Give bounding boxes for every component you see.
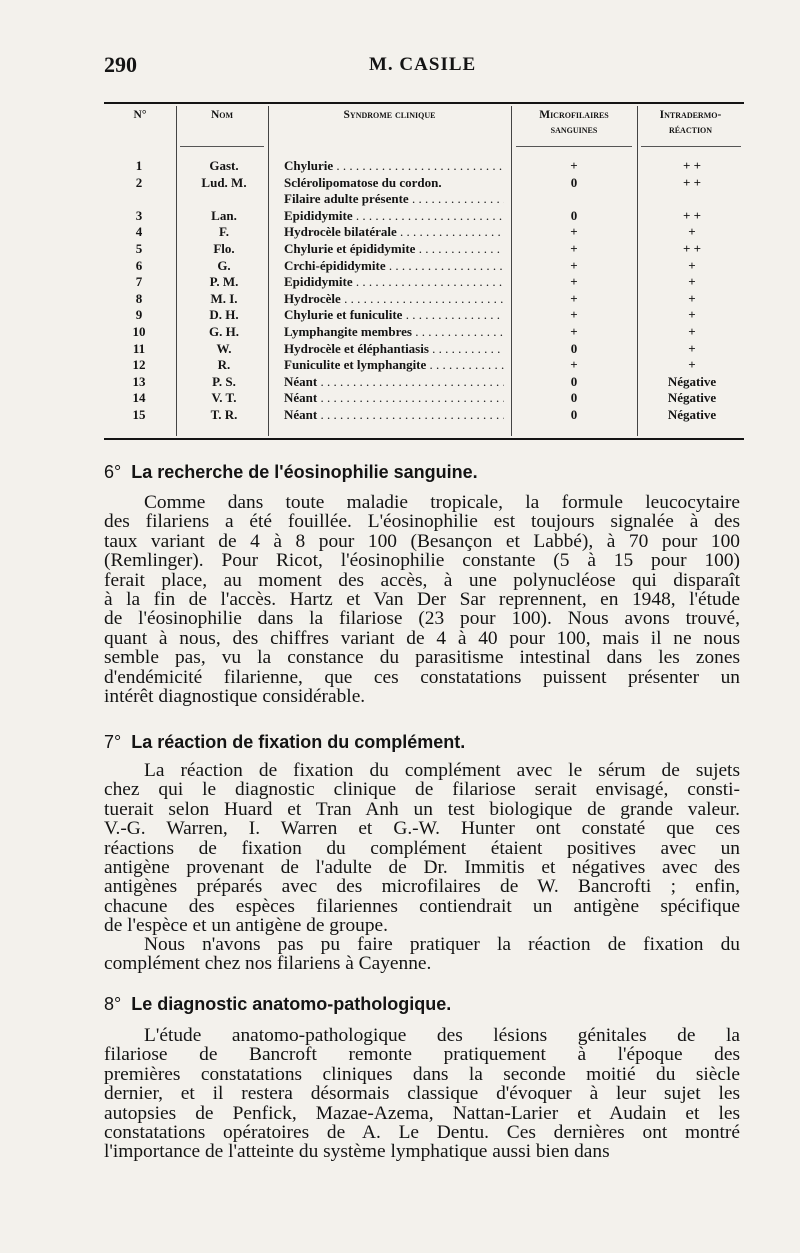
cell-microfilaires: 0 <box>570 340 578 356</box>
text-line: constatations opératoires de A. Le Dentu. Ces dernières ont montré <box>104 1122 740 1143</box>
cell-name: D. H. <box>209 307 239 323</box>
table-row <box>104 357 744 374</box>
cell-number: 7 <box>135 274 143 290</box>
cell-syndrome: Epididymite . . . <box>284 274 504 290</box>
section-title: La recherche de l'éosinophilie sanguine. <box>131 462 478 482</box>
cell-intradermo: + <box>688 224 696 240</box>
cell-name: Gast. <box>209 158 239 173</box>
header-intra-line-2: réaction <box>668 124 713 136</box>
section-number: 7° <box>104 732 122 752</box>
text-line: antigènes préparés avec des microfilaires de W. Bancrofti ; enfin, <box>104 877 740 897</box>
cell-name: Lan. <box>211 207 237 223</box>
cell-syndrome: Sclérolipomatose du cordon. <box>284 174 442 190</box>
cell-microfilaires: 0 <box>570 406 578 422</box>
cell-number: 3 <box>135 207 143 223</box>
paragraph <box>104 493 740 706</box>
text-line: taux variant de 4 à 8 pour 100 (Besançon et Labbé), à 70 pour 100 <box>104 531 740 552</box>
text-line: chacune des espèces filariennes contiendrait un antigène spécifique <box>104 896 740 917</box>
cell-microfilaires: + <box>570 357 578 373</box>
cell-microfilaires: + <box>570 257 578 273</box>
cell-intradermo: Négative <box>667 406 717 422</box>
cell-intradermo: + + <box>682 240 702 256</box>
text-line: La réaction de fixation du complément avec le sérum de sujets <box>144 761 740 781</box>
section-heading <box>104 462 478 483</box>
cell-intradermo: + <box>688 357 696 373</box>
cell-microfilaires: 0 <box>570 390 578 406</box>
cell-intradermo: Négative <box>667 373 717 389</box>
page-number: 290 <box>104 52 137 77</box>
cell-syndrome: Epididymite . . . <box>284 208 504 224</box>
header-intradermo <box>637 108 744 138</box>
cell-microfilaires: + <box>570 240 578 256</box>
cell-number: 9 <box>135 307 143 323</box>
table-row <box>104 258 744 275</box>
cell-name: M. I. <box>210 290 238 306</box>
section-heading <box>104 732 465 753</box>
text-line: chez qui le diagnostic clinique de filariose serait envisagé, consti- <box>104 780 740 800</box>
header-nom: Nom <box>210 109 234 121</box>
section-title: Le diagnostic anatomo-pathologique. <box>131 994 452 1014</box>
section-number: 8° <box>104 994 122 1014</box>
cell-number: 13 <box>132 373 146 389</box>
cell-name: Lud. M. <box>201 174 247 190</box>
cell-microfilaires: + <box>570 307 578 323</box>
cell-syndrome: Filaire adulte présente . . . <box>284 191 504 207</box>
cell-syndrome: Crchi-épididymite . . . <box>284 258 504 274</box>
table-row <box>104 241 744 258</box>
text-line: de l'espèce et un antigène de groupe. <box>104 916 388 936</box>
cell-microfilaires: + <box>570 224 578 240</box>
cell-syndrome: Chylurie . . . <box>284 158 504 174</box>
cell-intradermo: + <box>688 257 696 273</box>
text-line: de l'éosinophilie dans la filariose (23 pour 100). Nous avons trouvé, <box>104 609 740 629</box>
table-row <box>104 274 744 291</box>
table-row <box>104 341 744 358</box>
text-line: dernier, et il restera désormais classique d'évoquer à leur sujet les <box>104 1084 740 1104</box>
table-bottom-rule <box>104 438 744 440</box>
table-row <box>104 191 744 208</box>
table-row <box>104 291 744 308</box>
cell-number: 8 <box>135 290 143 306</box>
cell-syndrome: Funiculite et lymphangite . . . <box>284 357 504 373</box>
cell-number: 15 <box>132 406 146 422</box>
cell-name: P. M. <box>209 274 239 290</box>
cell-name: F. <box>219 224 229 240</box>
table-row <box>104 324 744 341</box>
text-line: quant à nous, des chiffres variant de 4 à 40 pour 100, mais il ne nous <box>104 628 740 649</box>
cell-syndrome: Hydrocèle bilatérale . . . <box>284 224 504 240</box>
running-head <box>104 52 740 82</box>
cell-microfilaires: + <box>570 323 578 339</box>
cell-name: P. S. <box>212 373 236 389</box>
cell-number: 1 <box>135 158 143 173</box>
cell-microfilaires: 0 <box>570 207 578 223</box>
cell-number: 5 <box>135 240 143 256</box>
text-line: V.-G. Warren, I. Warren et G.-W. Hunter ont constaté que ces <box>104 819 740 839</box>
header-microfilaires <box>511 108 637 138</box>
cell-syndrome: Lymphangite membres . . . <box>284 324 504 340</box>
cell-intradermo: + <box>688 323 696 339</box>
cell-intradermo: + + <box>682 207 702 223</box>
text-line: complément chez nos filariens à Cayenne. <box>104 954 432 974</box>
cell-name: G. H. <box>209 323 239 339</box>
cell-name: W. <box>216 340 232 356</box>
cell-intradermo: Négative <box>667 390 717 406</box>
cell-microfilaires: + <box>570 158 578 173</box>
table-row <box>104 175 744 192</box>
header-micro-line-2: sanguines <box>550 124 598 136</box>
text-line: antigène provenant de l'adulte de Dr. Immitis et négatives avec des <box>104 857 740 878</box>
cell-syndrome: Hydrocèle et éléphantiasis . . . <box>284 341 504 357</box>
cell-number: 14 <box>132 390 146 406</box>
header-micro-line-1: Microfilaires <box>539 109 609 121</box>
section-number: 6° <box>104 462 122 482</box>
cell-syndrome: Néant . . . <box>284 390 504 406</box>
paragraph <box>104 761 740 936</box>
text-line: ferait place, au moment des accès, à une polynucléose qui disparaît <box>104 570 740 590</box>
cell-name: T. R. <box>210 406 238 422</box>
cell-syndrome: Néant . . . <box>284 374 504 390</box>
table-row <box>104 374 744 391</box>
cell-number: 2 <box>135 174 143 190</box>
cell-microfilaires: + <box>570 290 578 306</box>
cell-syndrome: Chylurie et épididymite . . . <box>284 241 504 257</box>
paragraph <box>104 935 740 974</box>
cell-intradermo: + <box>688 340 696 356</box>
cell-intradermo: + <box>688 290 696 306</box>
text-line: filariose de Bancroft remonte pratiquement à l'époque des <box>104 1045 740 1065</box>
text-line: autopsies de Penfick, Mazae-Azema, Nattan-Larier et Audain et les <box>104 1103 740 1123</box>
table-body <box>104 158 744 424</box>
cell-intradermo: + + <box>682 158 702 173</box>
cell-name: R. <box>217 357 231 373</box>
text-line: intérêt diagnostique considérable. <box>104 686 366 707</box>
paragraph <box>104 1026 740 1162</box>
cell-microfilaires: 0 <box>570 373 578 389</box>
table-row <box>104 390 744 407</box>
header-syndrome: Syndrome clinique <box>343 109 436 121</box>
text-line: premières constatations cliniques dans la seconde moitié du siècle <box>104 1064 740 1085</box>
section-title: La réaction de fixation du complément. <box>131 732 466 752</box>
cell-number: 6 <box>135 257 143 273</box>
text-line: tuerait selon Huard et Tran Anh un test biologique de grande valeur. <box>104 799 740 820</box>
text-line: l'importance de l'atteinte du système lymphatique aussi bien dans <box>104 1142 610 1162</box>
cell-name: Flo. <box>213 240 235 256</box>
header-underline <box>641 146 741 147</box>
cases-table <box>104 102 744 440</box>
cell-syndrome: Chylurie et funiculite . . . <box>284 307 504 323</box>
text-line: semble pas, vu la constance du parasitisme intestinal dans les zones <box>104 648 740 668</box>
section-heading <box>104 994 451 1015</box>
running-title: M. CASILE <box>369 54 477 75</box>
table-row <box>104 307 744 324</box>
cell-name: V. T. <box>211 390 237 406</box>
text-line: réactions de fixation du complément étaient positives avec un <box>104 838 740 858</box>
text-line: Comme dans toute maladie tropicale, la formule leucocytaire <box>144 493 740 513</box>
cell-number: 12 <box>132 357 146 373</box>
cell-intradermo: + <box>688 274 696 290</box>
cell-number: 10 <box>132 323 146 339</box>
text-line: L'étude anatomo-pathologique des lésions génitales de la <box>144 1026 740 1046</box>
cell-syndrome: Hydrocèle . . . <box>284 291 504 307</box>
text-line: Nous n'avons pas pu faire pratiquer la réaction de fixation du <box>144 935 740 955</box>
header-intra-line-1: Intradermo- <box>659 109 722 121</box>
table-row <box>104 407 744 424</box>
text-line: d'endémicité filarienne, que ces constatations puissent présenter un <box>104 667 740 687</box>
cell-intradermo: + <box>688 307 696 323</box>
table-top-rule <box>104 102 744 104</box>
text-line: des filariens a été fouillée. L'éosinophilie est toujours signalée à des <box>104 512 740 532</box>
cell-intradermo: + + <box>682 174 702 190</box>
table-row <box>104 158 744 175</box>
text-line: à la fin de l'accès. Hartz et Van Der Sar reprennent, en 1948, l'étude <box>104 589 740 610</box>
cell-microfilaires: 0 <box>570 174 578 190</box>
cell-number: 4 <box>135 224 143 240</box>
table-row <box>104 208 744 225</box>
cell-name: G. <box>217 257 231 273</box>
header-no: N° <box>133 109 147 121</box>
header-underline <box>516 146 632 147</box>
table-row <box>104 224 744 241</box>
header-underline <box>180 146 264 147</box>
cell-syndrome: Néant . . . <box>284 407 504 423</box>
cell-microfilaires: + <box>570 274 578 290</box>
text-line: (Remlinger). Pour Ricot, l'éosinophilie constante (5 à 15 pour 100) <box>104 551 740 571</box>
cell-number: 11 <box>132 340 146 356</box>
